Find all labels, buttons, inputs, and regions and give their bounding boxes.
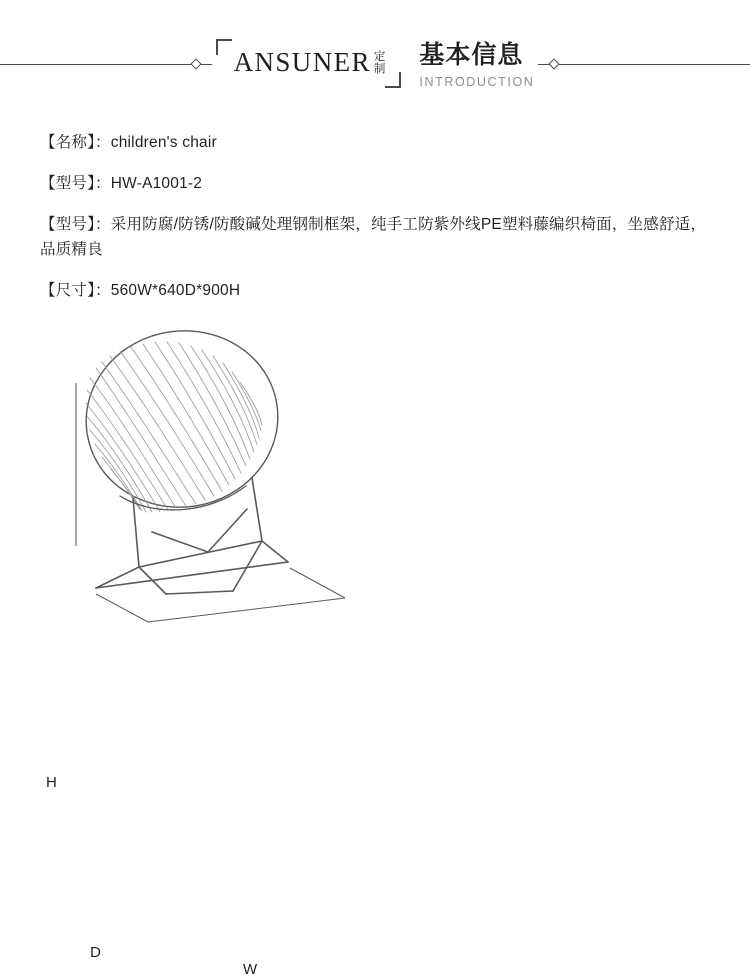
width-guide-tick — [290, 568, 345, 598]
dimension-label-width: W — [243, 960, 258, 978]
spec-list — [0, 112, 750, 304]
seat-outline — [73, 326, 290, 521]
spec-row — [40, 278, 710, 303]
product-figure — [0, 326, 750, 978]
spec-row — [40, 130, 710, 155]
spec-label: 【型号】： — [40, 175, 111, 193]
dimension-label-depth: D — [90, 943, 101, 961]
page-header — [0, 0, 750, 112]
header-rule-right — [538, 64, 750, 65]
brand-logo — [216, 39, 402, 88]
brand-name: ANSUNER — [233, 46, 371, 77]
width-guide-line — [148, 598, 345, 622]
page-subtitle: INTRODUCTION — [419, 75, 535, 90]
header-content — [216, 23, 535, 90]
woven-strands — [86, 342, 262, 512]
product-line-drawing — [0, 326, 750, 666]
steel-base-frame — [96, 478, 288, 594]
spec-value: HW-A1001-2 — [110, 175, 203, 193]
page-title: 基本信息 — [419, 40, 524, 69]
header-rule-diamond-right-icon — [548, 58, 559, 69]
header-rule-left — [0, 64, 212, 65]
brand-corner-top-left-icon — [216, 39, 232, 55]
brand-subtext-line-1: 定 — [373, 50, 386, 63]
spec-label: 【型号】： — [40, 216, 111, 234]
spec-label: 【名称】： — [40, 134, 111, 151]
spec-value: 采用防腐/防锈/防酸碱处理钢制框架，纯手工防紫外线PE塑料藤编织椅面，坐感舒适，品质精良 — [40, 216, 707, 259]
spec-row — [40, 171, 710, 196]
spec-label: 【尺寸】： — [40, 282, 111, 300]
brand-corner-bottom-right-icon — [385, 72, 401, 88]
spec-value: children's chair — [110, 134, 217, 151]
header-rule-diamond-left-icon — [190, 58, 201, 69]
spec-row — [40, 212, 710, 262]
spec-value: 560W*640D*900H — [110, 282, 241, 300]
dimension-label-height: H — [46, 773, 57, 791]
depth-guide-line — [96, 594, 148, 622]
brand-subtext — [374, 51, 386, 76]
page-title-block — [419, 39, 534, 90]
brand-subtext-line-2: 制 — [373, 62, 386, 75]
